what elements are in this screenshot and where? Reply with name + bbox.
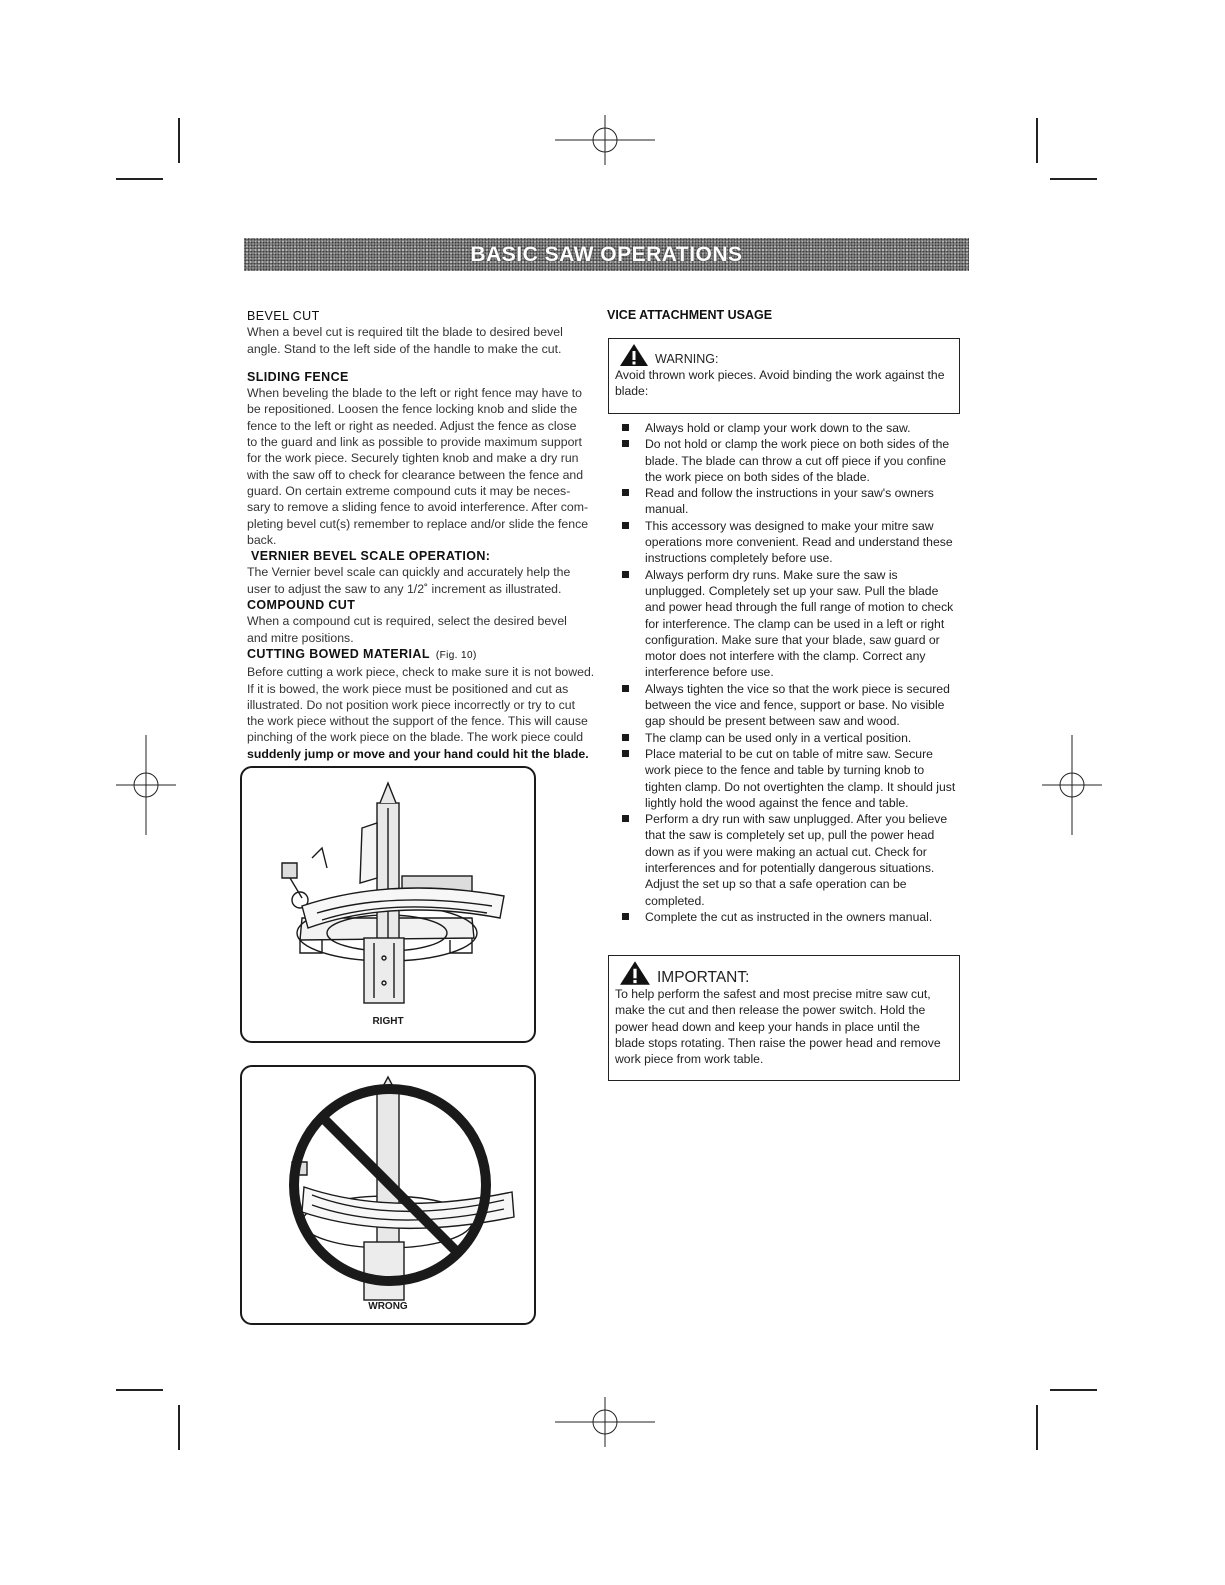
crop-mark-bottom-left-v — [178, 1405, 180, 1450]
sliding-fence-line: fence to the left or right as needed. Adjust the fence as close — [247, 418, 577, 433]
section-banner — [244, 238, 969, 271]
registration-mark-bottom — [555, 1397, 655, 1447]
figure-wrong — [240, 1065, 536, 1325]
list-item: Place material to be cut on table of mitre saw. Secure work piece to the fence and table by turning knob to tighten clamp. Do not overtighten the clamp. It should just lightly hold the wood against the fence and table. — [621, 746, 961, 811]
figure-reference: (Fig. 10) — [435, 649, 477, 661]
registration-mark-left — [116, 735, 176, 835]
sliding-fence-line: When beveling the blade to the left or right fence may have to — [247, 386, 582, 401]
crop-mark-top-left-h — [116, 178, 163, 180]
page-title: BASIC SAW OPERATIONS — [470, 242, 743, 266]
sliding-fence-line: back. — [247, 532, 277, 547]
warning-triangle-icon — [619, 343, 649, 367]
list-item: Always perform dry runs. Make sure the saw is unplugged. Completely set up your saw. Pull the blade and power head through the full range of motion to check for interference. The clamp can be used in a left or right configuration. Make sure that your blade, saw guard or motor does not interfere with the clamp. Correct any interference before use. — [621, 567, 961, 681]
list-item: The clamp can be used only in a vertical position. — [621, 730, 961, 746]
bowed-material-title: CUTTING BOWED MATERIAL — [247, 646, 430, 661]
heading-sliding-fence: SLIDING FENCE — [247, 369, 349, 384]
warning-text-line: blade: — [615, 384, 649, 399]
important-text-line: blade stops rotating. Then raise the power head and remove — [615, 1035, 941, 1050]
crop-mark-bottom-left-h — [116, 1389, 163, 1391]
list-item: Complete the cut as instructed in the owners manual. — [621, 909, 961, 925]
compound-cut-line: and mitre positions. — [247, 630, 354, 645]
registration-mark-top — [555, 115, 655, 165]
important-text-line: make the cut and then release the power switch. Hold the — [615, 1003, 926, 1018]
registration-mark-right — [1042, 735, 1102, 835]
list-item: Perform a dry run with saw unplugged. After you believe that the saw is completely set up, pull the power head down as if you were making an actual cut. Check for interferences and for potentially dangerous situations. Adjust the set up so that a safe operation can be completed. — [621, 811, 961, 909]
list-item: Read and follow the instructions in your saw's owners manual. — [621, 485, 961, 518]
saw-illustration-right — [242, 768, 534, 1041]
list-item: Always tighten the vice so that the work piece is secured between the vice and fence, support or base. No visible gap should be present between saw and wood. — [621, 681, 961, 730]
bowed-material-line: suddenly jump or move and your hand could hit the blade. — [247, 746, 589, 761]
warning-label: WARNING: — [655, 351, 719, 366]
crop-mark-bottom-right-h — [1050, 1389, 1097, 1391]
bowed-material-line: illustrated. Do not position work piece incorrectly or try to cut — [247, 697, 576, 712]
important-text-line: power head down and keep your hands in place until the — [615, 1019, 920, 1034]
bevel-cut-line: When a bevel cut is required tilt the blade to desired bevel — [247, 325, 563, 340]
crop-mark-bottom-right-v — [1036, 1405, 1038, 1450]
bowed-material-line: Before cutting a work piece, check to make sure it is not bowed. — [247, 665, 595, 680]
vernier-line: user to adjust the saw to any 1/2˚ increment as illustrated. — [247, 581, 562, 596]
list-item: This accessory was designed to make your mitre saw operations more convenient. Read and understand these instructions completely before use. — [621, 518, 961, 567]
heading-vice-attachment: VICE ATTACHMENT USAGE — [607, 308, 773, 322]
crop-mark-top-right-v — [1036, 118, 1038, 163]
sliding-fence-line: pleting bevel cut(s) remember to replace and/or slide the fence — [247, 516, 589, 531]
figure-label-right: RIGHT — [372, 1016, 404, 1027]
heading-vernier: VERNIER BEVEL SCALE OPERATION: — [251, 549, 491, 564]
bevel-cut-line: angle. Stand to the left side of the handle to make the cut. — [247, 341, 562, 356]
vernier-line: The Vernier bevel scale can quickly and accurately help the — [247, 565, 571, 580]
bowed-material-line: the work piece without the support of the fence. This will cause — [247, 714, 588, 729]
compound-cut-line: When a compound cut is required, select the desired bevel — [247, 614, 567, 629]
list-item: Do not hold or clamp the work piece on both sides of the blade. The blade can throw a cut off piece if you confine the work piece on both sides of the blade. — [621, 436, 961, 485]
important-text-line: work piece from work table. — [615, 1052, 764, 1067]
warning-text-line: Avoid thrown work pieces. Avoid binding the work against the — [615, 368, 945, 382]
sliding-fence-line: be repositioned. Loosen the fence locking knob and slide the — [247, 402, 578, 417]
crop-mark-top-right-h — [1050, 178, 1097, 180]
important-label: IMPORTANT: — [657, 968, 750, 986]
sliding-fence-line: with the saw off to check for clearance between the fence and — [247, 467, 584, 482]
important-text-line: To help perform the safest and most precise mitre saw cut, — [615, 987, 931, 1001]
bowed-material-line: If it is bowed, the work piece must be positioned and cut as — [247, 681, 569, 696]
bowed-material-line: pinching of the work piece on the blade. The work piece could — [247, 730, 584, 745]
sliding-fence-line: guard. On certain extreme compound cuts it may be neces- — [247, 483, 571, 498]
heading-compound-cut: COMPOUND CUT — [247, 598, 356, 613]
warning-box — [608, 338, 960, 414]
list-item: Always hold or clamp your work down to the saw. — [621, 420, 961, 436]
sliding-fence-line: for the work piece. Securely tighten knob and make a dry run — [247, 451, 579, 466]
vice-instructions-list — [621, 420, 961, 925]
heading-bevel-cut: BEVEL CUT — [247, 309, 320, 323]
important-box — [608, 955, 960, 1081]
heading-bowed-material — [247, 646, 599, 664]
warning-triangle-icon — [619, 960, 651, 986]
sliding-fence-line: sary to remove a sliding fence to avoid interference. After com- — [247, 500, 589, 515]
left-column — [247, 308, 599, 762]
crop-mark-top-left-v — [178, 118, 180, 163]
figure-right — [240, 766, 536, 1043]
saw-illustration-wrong — [242, 1067, 534, 1323]
figure-label-wrong: WRONG — [368, 1301, 408, 1312]
sliding-fence-line: to the guard and link as possible to provide maximum support — [247, 435, 582, 450]
right-column — [607, 308, 962, 322]
